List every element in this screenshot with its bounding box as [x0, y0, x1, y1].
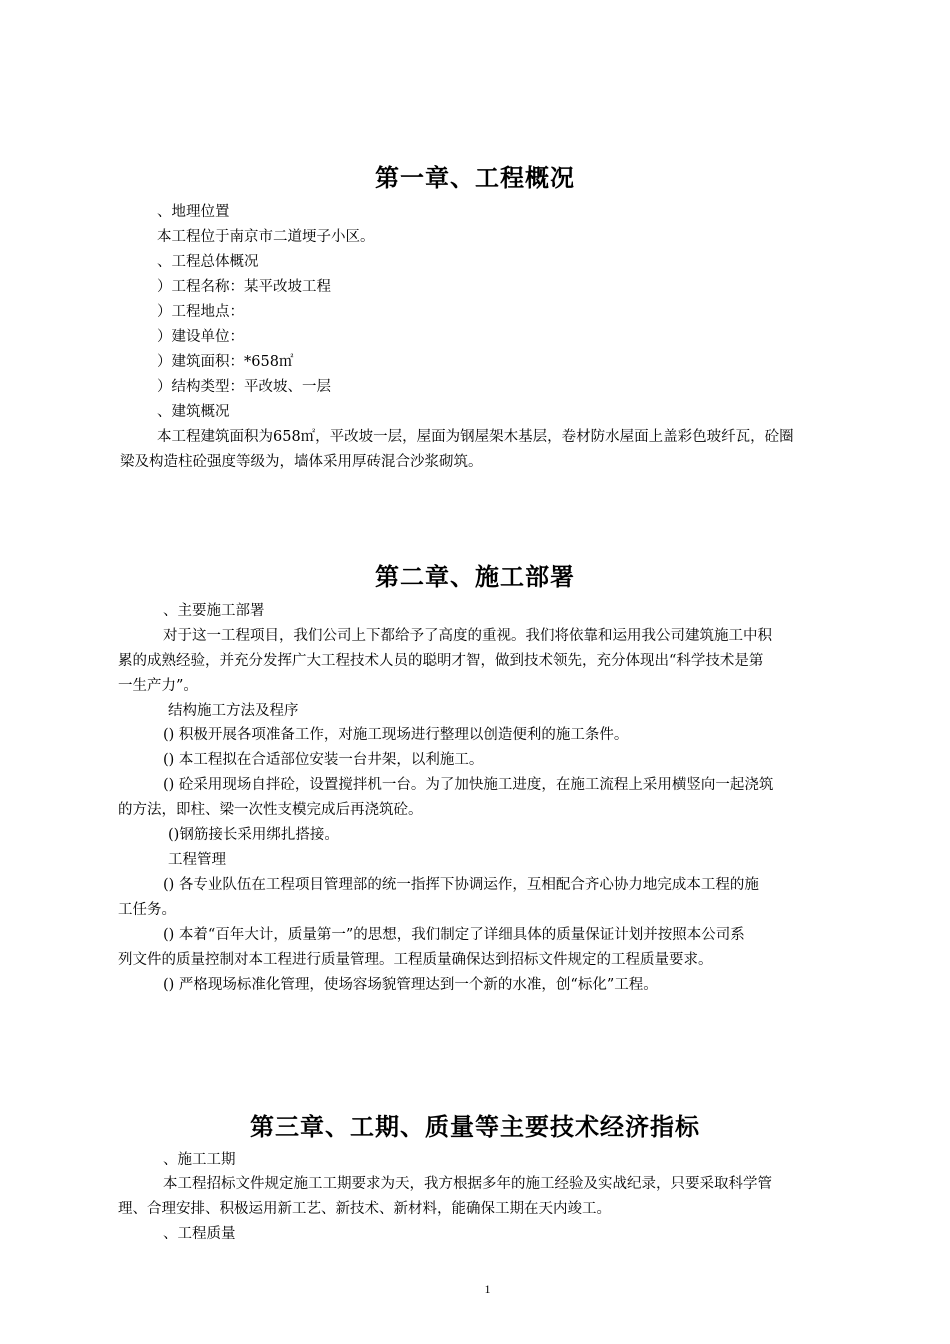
- ch2-deploy-body: 对于这一工程项目，我们公司上下都给予了高度的重视。我们将依靠和运用我公司建筑施工中积: [163, 628, 772, 644]
- ch1-overview-item: ）建设单位：: [157, 329, 244, 345]
- ch2-management-heading: 工程管理: [168, 852, 226, 868]
- ch1-location-heading: 、地理位置: [157, 204, 230, 220]
- ch2-method-item: () 积极开展各项准备工作，对施工现场进行整理以创造便利的施工条件。: [163, 727, 629, 743]
- ch3-quality-heading: 、工程质量: [163, 1226, 236, 1242]
- ch1-building-body: 梁及构造柱砼强度等级为，墙体采用厚砖混合沙浆砌筑。: [120, 454, 483, 470]
- chapter-2-title: 第二章、施工部署: [375, 562, 575, 591]
- ch1-overview-item: ）工程地点：: [157, 304, 244, 320]
- chapter-3-title: 第三章、工期、质量等主要技术经济指标: [250, 1112, 700, 1141]
- ch2-management-item: () 严格现场标准化管理，使场容场貌管理达到一个新的水准，创“标化”工程。: [163, 977, 658, 993]
- ch3-schedule-body: 本工程招标文件规定施工工期要求为天，我方根据多年的施工经验及实战纪录，只要采取科学管: [163, 1176, 772, 1192]
- ch2-method-item: () 本工程拟在合适部位安装一台井架，以利施工。: [163, 752, 484, 768]
- ch1-overview-item: ）建筑面积：*658㎡: [157, 354, 294, 370]
- ch2-management-item: () 本着“百年大计，质量第一”的思想，我们制定了详细具体的质量保证计划并按照本公司系: [163, 927, 745, 943]
- ch1-overview-item: ）结构类型：平改坡、一层: [157, 379, 331, 395]
- ch2-management-item: () 各专业队伍在工程项目管理部的统一指挥下协调运作，互相配合齐心协力地完成本工程的施: [163, 877, 759, 893]
- ch1-location-body: 本工程位于南京市二道埂子小区。: [157, 229, 375, 245]
- ch2-method-item: 的方法，即柱、梁一次性支模完成后再浇筑砼。: [118, 802, 423, 818]
- chapter-1-title: 第一章、工程概况: [375, 163, 575, 192]
- ch2-deploy-body: 一生产力”。: [118, 678, 198, 694]
- ch1-building-body: 本工程建筑面积为658㎡，平改坡一层，屋面为钢屋架木基层，卷材防水屋面上盖彩色玻纤瓦，砼圈: [157, 429, 794, 445]
- ch2-method-heading: 结构施工方法及程序: [168, 703, 299, 719]
- page-number: 1: [484, 1282, 491, 1296]
- ch2-management-item: 列文件的质量控制对本工程进行质量管理。工程质量确保达到招标文件规定的工程质量要求。: [118, 952, 713, 968]
- ch2-deploy-heading: 、主要施工部署: [163, 603, 265, 619]
- ch3-schedule-body: 理、合理安排、积极运用新工艺、新技术、新材料，能确保工期在天内竣工。: [118, 1201, 611, 1217]
- ch2-method-item: () 砼采用现场自拌砼，设置搅拌机一台。为了加快施工进度，在施工流程上采用横竖向一起浇筑: [163, 777, 774, 793]
- ch2-deploy-body: 累的成熟经验，并充分发挥广大工程技术人员的聪明才智，做到技术领先，充分体现出“科学技术是第: [118, 653, 764, 669]
- ch2-management-item: 工任务。: [118, 902, 176, 918]
- ch1-building-heading: 、建筑概况: [157, 404, 230, 420]
- ch3-schedule-heading: 、施工工期: [163, 1152, 236, 1168]
- ch1-overview-item: ）工程名称：某平改坡工程: [157, 279, 331, 295]
- ch1-overview-heading: 、工程总体概况: [157, 254, 259, 270]
- ch2-method-item: ()钢筋接长采用绑扎搭接。: [168, 827, 339, 843]
